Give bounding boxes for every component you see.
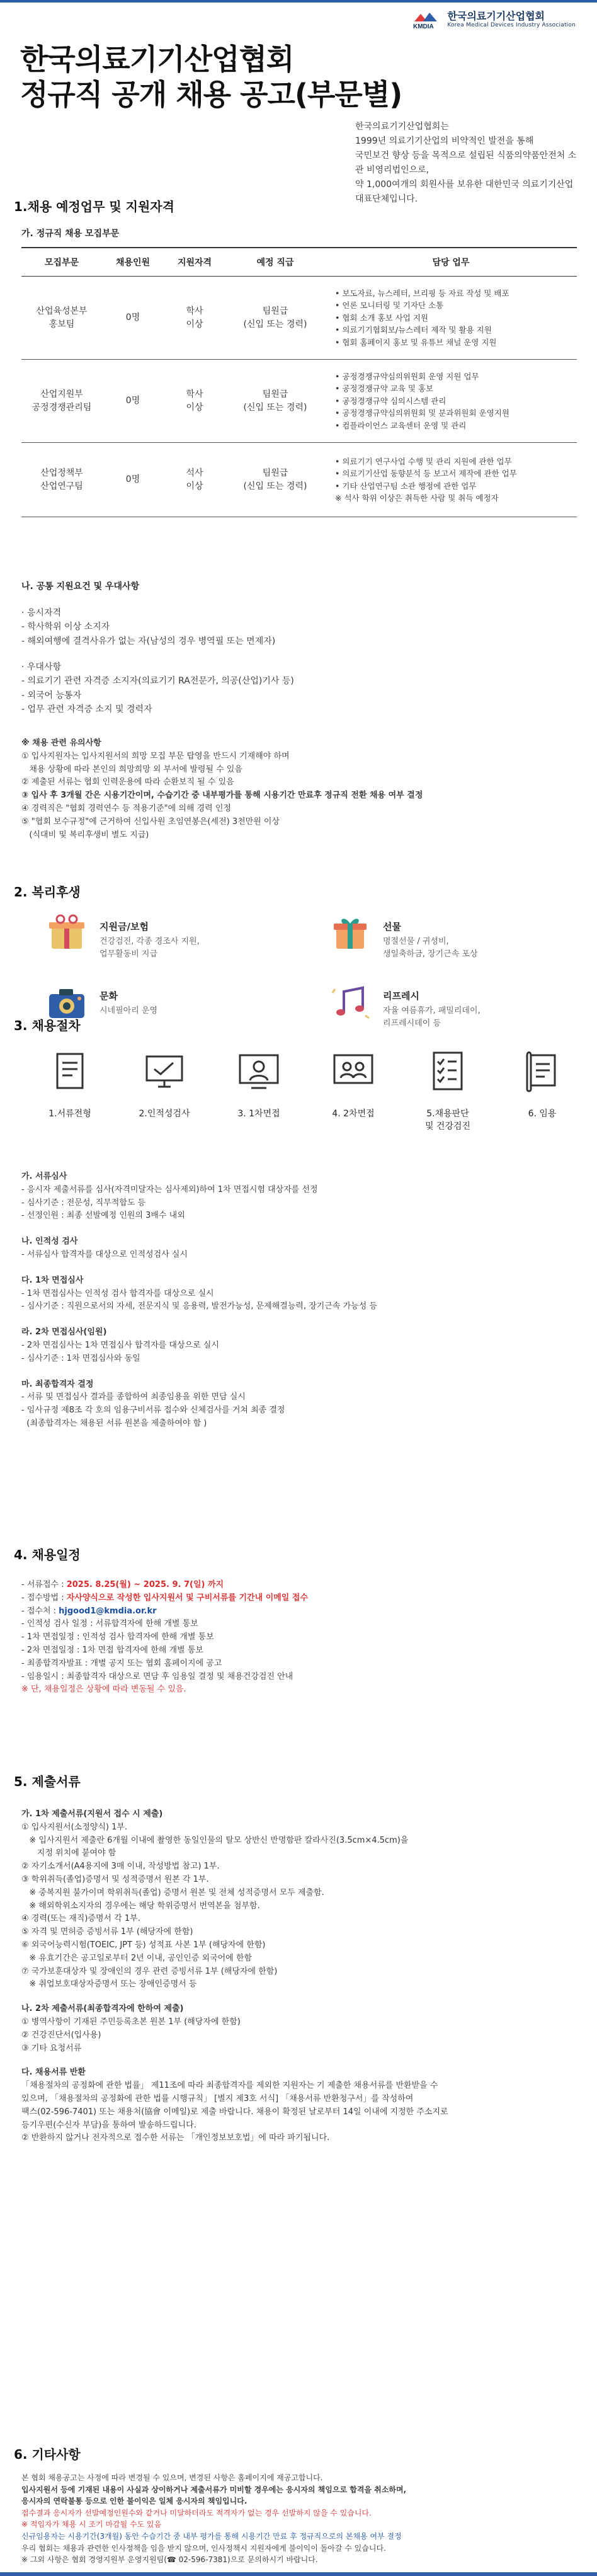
table-row — [21, 443, 577, 517]
note-item: 채용 상황에 따라 본인의 희망희망 외 부서에 발령될 수 있음 — [21, 764, 242, 774]
benefit-title: 선물 — [383, 921, 401, 932]
bottom-accent-bar — [0, 2572, 597, 2576]
requirements-block — [21, 606, 576, 648]
benefit-desc: 시네필아리 운영 — [100, 1006, 158, 1016]
process-step: 4. 2차면접 — [319, 1049, 388, 1133]
page-title — [20, 42, 402, 112]
cell-qual: 학사 이상 — [164, 360, 225, 443]
process-step: 3. 1차면접 — [224, 1049, 293, 1133]
requirement-item: - 학사학위 이상 소지자 — [21, 622, 110, 633]
preference-item: - 업무 관련 자격증 소지 및 경력자 — [21, 704, 152, 715]
cell-qual: 학사 이상 — [164, 277, 225, 360]
logo-mark-text: KMDIA — [413, 23, 435, 30]
benefit-item — [44, 911, 200, 960]
benefit-desc: 명절선물 / 귀성비, 생일축하금, 장기근속 포상 — [383, 937, 478, 959]
section1-sub-a: 가. 정규직 채용 모집부문 — [21, 229, 120, 239]
benefit-item — [327, 911, 478, 960]
intro-line: 국민보건 향상 등을 목적으로 설립된 식품의약품안전처 소관 비영리법인으로, — [355, 151, 577, 176]
section2-heading: 2. 복리후생 — [14, 884, 81, 900]
cell-duties: • 공정경쟁규약심의위원회 운영 지원 업무 • 공정경쟁규약 교육 및 홍보 • 공정경쟁규약 심의시스템 관리 • 공정경쟁규약심의위원회 및 분과위원회 운영지원 • 컴플라이언스 교육센터 운영 및 관리 — [325, 360, 577, 443]
application-email-link[interactable]: hjgood1@kmdia.or.kr — [59, 1606, 157, 1616]
schedule-block: - 서류접수 : 2025. 8.25(월) ~ 2025. 9. 7(일) 까지 - 접수방법 : 자사양식으로 작성한 입사지원서 및 구비서류를 기간내 이메일 접수 - 접수처 : hjgood1@kmdia.or.kr - 인적성 검사 일정 : 서류합격자에 한해 개별 통보 - 1차 면접일정 : 인적성 검사 합격자에 한해 개별 통보 - 2차 면접일정 : 1차 면접 합격자에 한해 개별 통보 - 최종합격자발표 : 개별 공지 또는 협회 홈페이지에 공고 - 임용일시 : 최종합격자 대상으로 면담 후 임용일 결정 및 채용건강검진 안내 ※ 단, 채용일정은 상황에 따라 변동될 수 있음. — [21, 1579, 576, 1697]
table-header-row — [21, 248, 577, 277]
col-header-count: 채용인원 — [102, 248, 164, 277]
intro-line: 약 1,000여개의 회원사를 보유한 대한민국 의료기기산업 대표단체입니다. — [355, 180, 574, 205]
preference-item: - 외국어 능통자 — [21, 690, 82, 701]
col-header-dept: 모집부문 — [21, 248, 102, 277]
cell-count: 0명 — [102, 443, 164, 517]
benefit-title: 지원금/보험 — [100, 921, 149, 932]
note-item: (식대비 및 복리후생비 별도 지급) — [21, 830, 149, 840]
section5-heading: 5. 제출서류 — [14, 1774, 81, 1789]
step-c2-title: 라. 2차 면접심사(임원) — [21, 1327, 107, 1337]
documents-sub-c: 다. 채용서류 반환 — [21, 2068, 86, 2078]
cell-dept: 산업육성본부 홍보팀 — [21, 277, 102, 360]
benefit-title: 리프레시 — [383, 990, 419, 1002]
requirements-title: · 응시자격 — [21, 608, 61, 618]
cell-count: 0명 — [102, 277, 164, 360]
cell-duties: • 보도자료, 뉴스레터, 브리핑 등 자료 작성 및 배포 • 언론 모니터링 및 기자단 소통 • 협회 소개 홍보 사업 지원 • 의료기기협회보/뉴스레터 제작 및 활용 지원 • 협회 홈페이지 홍보 및 유튜브 채널 운영 지원 — [325, 277, 577, 360]
documents-sub-b: 나. 2차 제출서류(최종합격자에 한하여 제출) — [21, 2004, 184, 2014]
benefit-title: 문화 — [100, 990, 118, 1002]
top-accent-bar — [0, 0, 597, 3]
notes-title: ※ 채용 관련 유의사항 — [21, 738, 101, 748]
preference-item: - 의료기기 관련 자격증 소지자(의료기기 RA전문가, 의공(산업)기사 등) — [21, 676, 294, 687]
intro-line: 한국의료기기산업협회는 — [355, 122, 449, 132]
step-b-title: 나. 인적성 검사 — [21, 1237, 78, 1247]
note-item: ① 입사지원자는 입사지원서의 희망 모집 부문 탑영을 반드시 기재해야 하며 — [21, 751, 290, 761]
note-item: ⑤ "협회 보수규정"에 근거하여 신입사원 초임연봉은(세전) 3천만원 이상 — [21, 816, 280, 827]
table-row — [21, 277, 577, 360]
process-step: 2.인적성검사 — [130, 1049, 199, 1133]
cell-grade: 팀원급 (신입 또는 경력) — [225, 277, 325, 360]
cell-duties: • 의료기기 연구사업 수행 및 관리 지원에 관한 업무 • 의료기기산업 동향분석 등 보고서 제작에 관한 업무 • 기타 산업연구팀 소관 행정에 관한 업무 ※ 석사 학위 이상은 취득한 사람 및 취득 예정자 — [325, 443, 577, 517]
benefit-desc: 자율 여름휴가, 패밀리데이, 리프레시데이 등 — [383, 1006, 480, 1028]
documents-sub-a: 가. 1차 제출서류(지원서 접수 시 제출) — [21, 1809, 163, 1819]
process-step: 5.채용판단 및 건강검진 — [413, 1049, 482, 1133]
cell-dept: 산업정책부 산업연구팀 — [21, 443, 102, 517]
section1-heading: 1.채용 예정업무 및 지원자격 — [14, 199, 174, 214]
notes-block — [21, 737, 576, 842]
music-note-icon — [327, 980, 373, 1026]
logo-korean-name: 한국의료기기산업협회 — [447, 10, 545, 22]
step-d-title: 마. 최종합격자 결정 — [21, 1379, 94, 1389]
table-row — [21, 360, 577, 443]
schedule-warning: ※ 단, 채용일정은 상황에 따라 변동될 수 있음. — [21, 1685, 186, 1695]
process-step: 6. 임용 — [508, 1049, 577, 1133]
cell-dept: 산업지원부 공정경쟁관리팀 — [21, 360, 102, 443]
step-a-title: 가. 서류심사 — [21, 1172, 67, 1181]
note-item: ④ 경력직은 "협회 경력연수 등 적용기준"에 의해 경력 인정 — [21, 803, 231, 813]
col-header-duties: 담당 업무 — [325, 248, 577, 277]
checklist-icon — [425, 1049, 470, 1094]
cell-grade: 팀원급 (신입 또는 경력) — [225, 360, 325, 443]
col-header-qual: 지원자격 — [164, 248, 225, 277]
job-openings-table — [21, 247, 577, 517]
benefit-item — [327, 980, 480, 1029]
process-step: 1.서류전형 — [35, 1049, 105, 1133]
first-interview-icon — [236, 1049, 281, 1094]
document-screening-icon — [47, 1049, 93, 1094]
misc-block: 본 협회 채용공고는 사정에 따라 변경될 수 있으며, 변경된 사항은 홈페이지에 재공고합니다. 입사지원서 등에 기재된 내용이 사실과 상이하거나 제출서류가 미비할 경우에는 응시자의 책임으로 합격을 취소하며, 응시자의 연락불통 등으로 인한 불이익은 일체 응시자의 책임입니다. 접수결과 응시자가 선발예정인원수와 같거나 미달하더라도 적격자가 없는 경우 선발하지 않을 수 있습니다. ※ 적임자가 채용 시 조기 마감될 수도 있음 신규임용자는 시용기간(3개월) 동안 수습기간 중 내부 평가를 통해 시용기간 만료 후 정규직으로의 본채용 여부 결정 우리 협회는 채용과 관련한 인사정책을 임을 받지 않으며, 인사정책시 지원자에게 불이익이 돌아갈 수 있습니다. ※ 그외 사항은 협회 경영지원부 운영지원팀(☎ 02-596-7381)으로 문의하시기 바랍니다. — [21, 2473, 407, 2565]
kmdia-logo-icon — [412, 9, 441, 30]
cell-grade: 팀원급 (신입 또는 경력) — [225, 443, 325, 517]
association-logo — [412, 9, 576, 30]
preferences-block — [21, 660, 576, 717]
col-header-grade: 예정 직급 — [225, 248, 325, 277]
intro-line: 1999년 의료기기산업의 비약적인 발전을 통해 — [355, 136, 534, 147]
second-interview-icon — [331, 1049, 376, 1094]
section6-heading: 6. 기타사항 — [14, 2447, 81, 2462]
aptitude-test-icon — [142, 1049, 187, 1094]
step-c-title: 다. 1차 면접심사 — [21, 1275, 84, 1285]
gift-money-icon — [44, 911, 89, 956]
appointment-scroll-icon — [520, 1049, 565, 1094]
documents-block: 가. 1차 제출서류(지원서 접수 시 제출) ① 입사지원서(소정양식) 1부. ※ 입사지원서 제출란 6개월 이내에 촬영한 동일인물의 탈모 상반신 반명함판 칼라사진(3.5cm×4.5cm)을 지정 위치에 붙여야 함 ② 자기소개서(A4용지에 3매 이내, 작성방법 참고) 1부. ③ 학위취득(졸업)증명서 및 성적증명서 원본 각 1부. ※ 중복지원 불가이며 학위취득(졸업) 증명서 원본 및 전체 성적증명서 모두 제출함. ※ 해외학위소지자의 경우에는 해당 학위증명서 번역본을 첨부함. ④ 경력(또는 재직)증명서 각 1부. ⑤ 자격 및 면허증 증빙서류 1부 (해당자에 한함) ⑥ 외국어능력시험(TOEIC, JPT 등) 성적표 사본 1부 (해당자에 한함) ※ 유효기간은 공고일로부터 2년 이내, 공인인증 외국어에 한함 ⑦ 국가보훈대상자 및 장애인의 경우 관련 증빙서류 1부 (해당자에 한함) ※ 취업보호대상자증명서 또는 장애인증명서 등 나. 2차 제출서류(최종합격자에 한하여 제출) ① 병역사항이 기재된 주민등록초본 원본 1부 (해당자에 한함) ② 건강진단서(입사용) ③ 기타 요청서류 다. 채용서류 반환 「채용절차의 공정화에 관한 법률」 제11조에 따라 최종합격자를 제외한 지원자는 기 제출한 채용서류를 반환받을 수 있으며, 「채용절차의 공정화에 관한 법률 시행규칙」 [별지 제3호 서식] 「채용서류 반환청구서」를 작성하여 팩스(02-596-7401) 또는 채용처(協會 이메일)로 제출 바랍니다. 채용이 확정된 날로부터 14일 이내에 지정한 주소지로 등기우편(수신자 부담)을 통하여 발송하드립니다. ② 반환하지 않거나 전자적으로 접수한 서류는 「개인정보보호법」에 따라 파기됩니다. — [21, 1808, 576, 2145]
section4-heading: 4. 채용일정 — [14, 1547, 81, 1562]
cell-qual: 석사 이상 — [164, 443, 225, 517]
process-steps — [35, 1049, 577, 1133]
note-item: ③ 입사 후 3개월 간은 시용기간이며, 수습기간 중 내부평가를 통해 시용기간 만료후 정규직 전환 채용 여부 결정 — [21, 791, 423, 801]
title-line-1: 한국의료기기산업협회 — [20, 42, 294, 76]
preferences-title: · 우대사항 — [21, 662, 61, 672]
section1-sub-b: 나. 공통 지원요건 및 우대사항 — [21, 581, 140, 592]
gift-box-icon — [327, 911, 373, 956]
requirement-item: - 해외여행에 결격사유가 없는 자(남성의 경우 병역필 또는 면제자) — [21, 636, 276, 646]
selection-details: 가. 서류심사 - 응시자 제출서류를 심사(자격미달자는 심사제외)하여 1차 면접시험 대상자를 선정 - 심사기준 : 전문성, 직무적합도 등 - 선정인원 : 최종 선발예정 인원의 3배수 내외 나. 인적성 검사 - 서류심사 합격자를 대상으로 인적성검사 실시 다. 1차 면접심사 - 1차 면접심사는 인적성 검사 합격자를 대상으로 실시 - 심사기준 : 직원으로서의 자세, 전문지식 및 응용력, 발전가능성, 문제해결능력, 장기근속 가능성 등 라. 2차 면접심사(임원) - 2차 면접심사는 1차 면접심사 합격자를 대상으로 실시 - 심사기준 : 1차 면접심사와 동일 마. 최종합격자 결정 - 서류 및 면접심사 결과를 종합하여 최종임용을 위한 면담 실시 - 임사규정 제8조 각 호의 임용구비서류 접수와 신체검사를 거쳐 최종 결정 (최종합격자는 채용된 서류 원본을 제출하여야 함 ) — [21, 1171, 576, 1431]
application-period: 2025. 8.25(월) ~ 2025. 9. 7(일) 까지 — [66, 1580, 224, 1589]
section3-heading: 3. 채용절차 — [14, 1018, 81, 1033]
logo-english-name: Korea Medical Devices Industry Association — [447, 22, 576, 29]
benefit-desc: 건강검진, 각종 경조사 지원, 업무활동비 지급 — [100, 937, 200, 959]
note-item: ② 제출된 서류는 협회 인력운용에 따라 순환보직 될 수 있음 — [21, 777, 234, 787]
cell-count: 0명 — [102, 360, 164, 443]
application-method: 자사양식으로 작성한 입사지원서 및 구비서류를 기간내 이메일 접수 — [66, 1593, 309, 1603]
intro-text — [355, 120, 582, 207]
title-line-2: 정규직 공개 채용 공고(부문별) — [20, 77, 402, 112]
